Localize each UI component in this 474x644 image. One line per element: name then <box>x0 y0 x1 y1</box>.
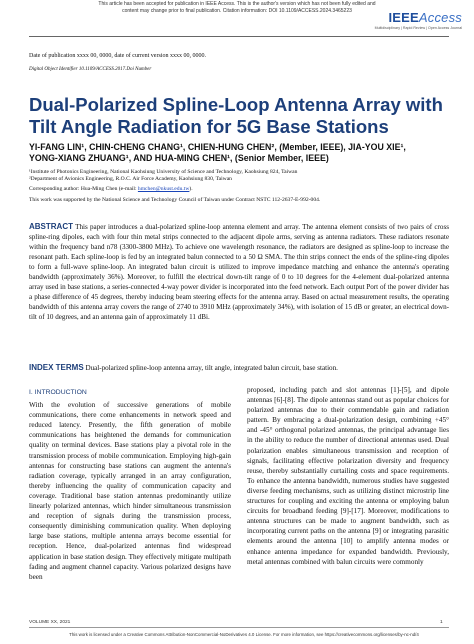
header-divider <box>29 36 449 37</box>
brand-tagline: Multidisciplinary | Rapid Review | Open Access Journal <box>374 26 462 30</box>
affiliation-1: ¹Institute of Photonics Engineering, National Kaohsiung University of Science and Technology, Kaohsiung 824, Taiwan <box>29 169 298 175</box>
footer-license: This work is licensed under a Creative Commons Attribution-NonCommercial-NoDerivatives 4.0 License. For more information, see https://creativecommons.org/licenses/by-nc-nd/4 <box>69 632 419 637</box>
funding-note: This work was supported by the National Science and Technology Council of Taiwan under Contract NSTC 112-2637-E-992-004. <box>29 197 321 203</box>
abstract-label: ABSTRACT <box>29 222 73 231</box>
abstract-text: This paper introduces a dual-polarized spline-loop antenna element and array. The antenna element consists of two pairs of cross spline-ring dipoles, each with four thin metal strips connected to the adjacent dipole arms, serving as antenna radiators. These radiators resonate within the frequency band n78 (3300-3800 MHz). To achieve one wavelength resonance, the radiators are designed as spline-loop to increase the resonant path. Each spline-loop is fed by an integrated balun connected to a 50 Ω SMA. The thin strips connect the ends of the spline-ring dipoles to form a full-wave spline-loop. An integrated balun circuit is utilized to improve impedance matching and enhance the antenna's operating bandwidth (approximately 36%). Moreover, to fulfill the electrical down-tilt range of 0 to 10 degrees for the 4-element dual-polarized antenna array used in base stations, a series-connected 4-way power divider is incorporated into the feed network. Each output Port of the power divider has a phase difference of 45 degrees, thereby inducing beam steering effects for the antenna array. Based on actual measurement results, the operating bandwidth of this antenna array covers the range of 2740 to 3910 MHz (approximately 34%), with isolation of 15 dB or greater, an electrical down-tilt of 10 degrees, and an antenna gain of approximately 11 dBi. <box>29 223 450 321</box>
index-terms-text: Dual-polarized spline-loop antenna array, tilt angle, integrated balun circuit, base station. <box>85 364 338 372</box>
brand-access: Access <box>418 10 462 25</box>
doi-line: Digital Object Identifier 10.1109/ACCESS.2017.Doi Number <box>29 67 152 72</box>
corresponding-author: Corresponding author: Hua-Ming Chen (e-mail: hmchen@nkust.edu.tw). <box>29 186 193 192</box>
footer-divider <box>29 627 449 628</box>
author-list <box>29 142 449 164</box>
index-terms <box>29 363 449 373</box>
abstract <box>29 222 449 322</box>
brand-ieee: IEEE <box>388 10 419 25</box>
section-heading-introduction: I. INTRODUCTION <box>29 389 87 396</box>
intro-paragraph-right: proposed, including patch and slot antennas [1]-[5], and dipole antennas [6]-[8]. The dipole antennas stand out as popular choices for polarized antennas due to their commendable gain and radiation pattern. By embracing a dual-polarization design, combining +45° and -45° orthogonal polarized antennas, the principal advantage lies in the ability to reduce the number of directional antennas used. Dual polarization enables simultaneous transmission and reception of signals, facilitating effective polarization diversity and frequency reuse, thereby substantially curtailing costs and space requirements. To enhance the antenna bandwidth, numerous studies have suggested diverse feeding mechanisms, such as utilizing distinct microstrip line structures for coupling and exciting the antenna or employing balun circuits for broadband feeding [9]-[17]. Moreover, modifications to antenna structures can be made to augment bandwidth, such as incorporating current paths on the antenna [9] or integrating parasitic elements around the antenna [10] to amplify antenna modes or enhance antenna impedance for expanded bandwidth. Previously, metal antennas combined with balun circuits were commonly <box>247 386 449 566</box>
ieee-access-logo <box>375 10 462 30</box>
body-column-left <box>29 385 231 582</box>
paper-title: Dual-Polarized Spline-Loop Antenna Array with Tilt Angle Radiation for 5G Base Stations <box>29 94 443 137</box>
footer-volume: VOLUME XX, 2021 <box>29 620 71 625</box>
notice-line-1: This article has been accepted for publication in IEEE Access. This is the author's version which has not been fully edited and <box>98 1 376 7</box>
affiliation-2: ²Department of Avionics Engineering, R.O.C. Air Force Academy, Kaohsiung 830, Taiwan <box>29 176 232 182</box>
authors-line-2: YONG-XIANG ZHUANG¹, AND HUA-MING CHEN¹, (Senior Member, IEEE) <box>29 153 329 163</box>
footer-page-number: 1 <box>440 620 443 625</box>
notice-line-2: content may change prior to final publication. Citation information: DOI 10.1109/ACCESS.2024.3465223 <box>122 8 352 14</box>
intro-paragraph-left: With the evolution of successive generations of mobile communications, there come enhancements in network speed and reduced latency. Presently, the fifth generation of mobile communications has heightened the demands for communication quality on terminal devices. Base stations play a pivotal role in the transmission process of mobile communication. Employing high-gain antennas for constructing base stations can augment the antenna's radiation coverage, typically arranged in an array configuration, thereby influencing the quality of communication capacity and coverage. Traditional base station antennas predominantly utilize linearly polarized antennas, which hinder simultaneous transmission and reception of signals during the transmission process, consequently diminishing communication quality. When deploying large base stations, multiple antenna arrays become essential for reception. Hence, dual-polarized antennas find widespread application in base station design. They effectively mitigate multipath fading and augment channel capacity. Various polarized designs have been <box>29 401 231 581</box>
authors-line-1: YI-FANG LIN¹, CHIN-CHENG CHANG¹, CHIEN-HUNG CHEN², (Member, IEEE), JIA-YOU XIE¹, <box>29 142 406 152</box>
index-terms-label: INDEX TERMS <box>29 363 84 372</box>
body-column-right <box>247 385 449 567</box>
author-email-link[interactable]: hmchen@nkust.edu.tw <box>137 186 190 192</box>
publication-dates: Date of publication xxxx 00, 0000, date of current version xxxx 00, 0000. <box>29 53 206 59</box>
